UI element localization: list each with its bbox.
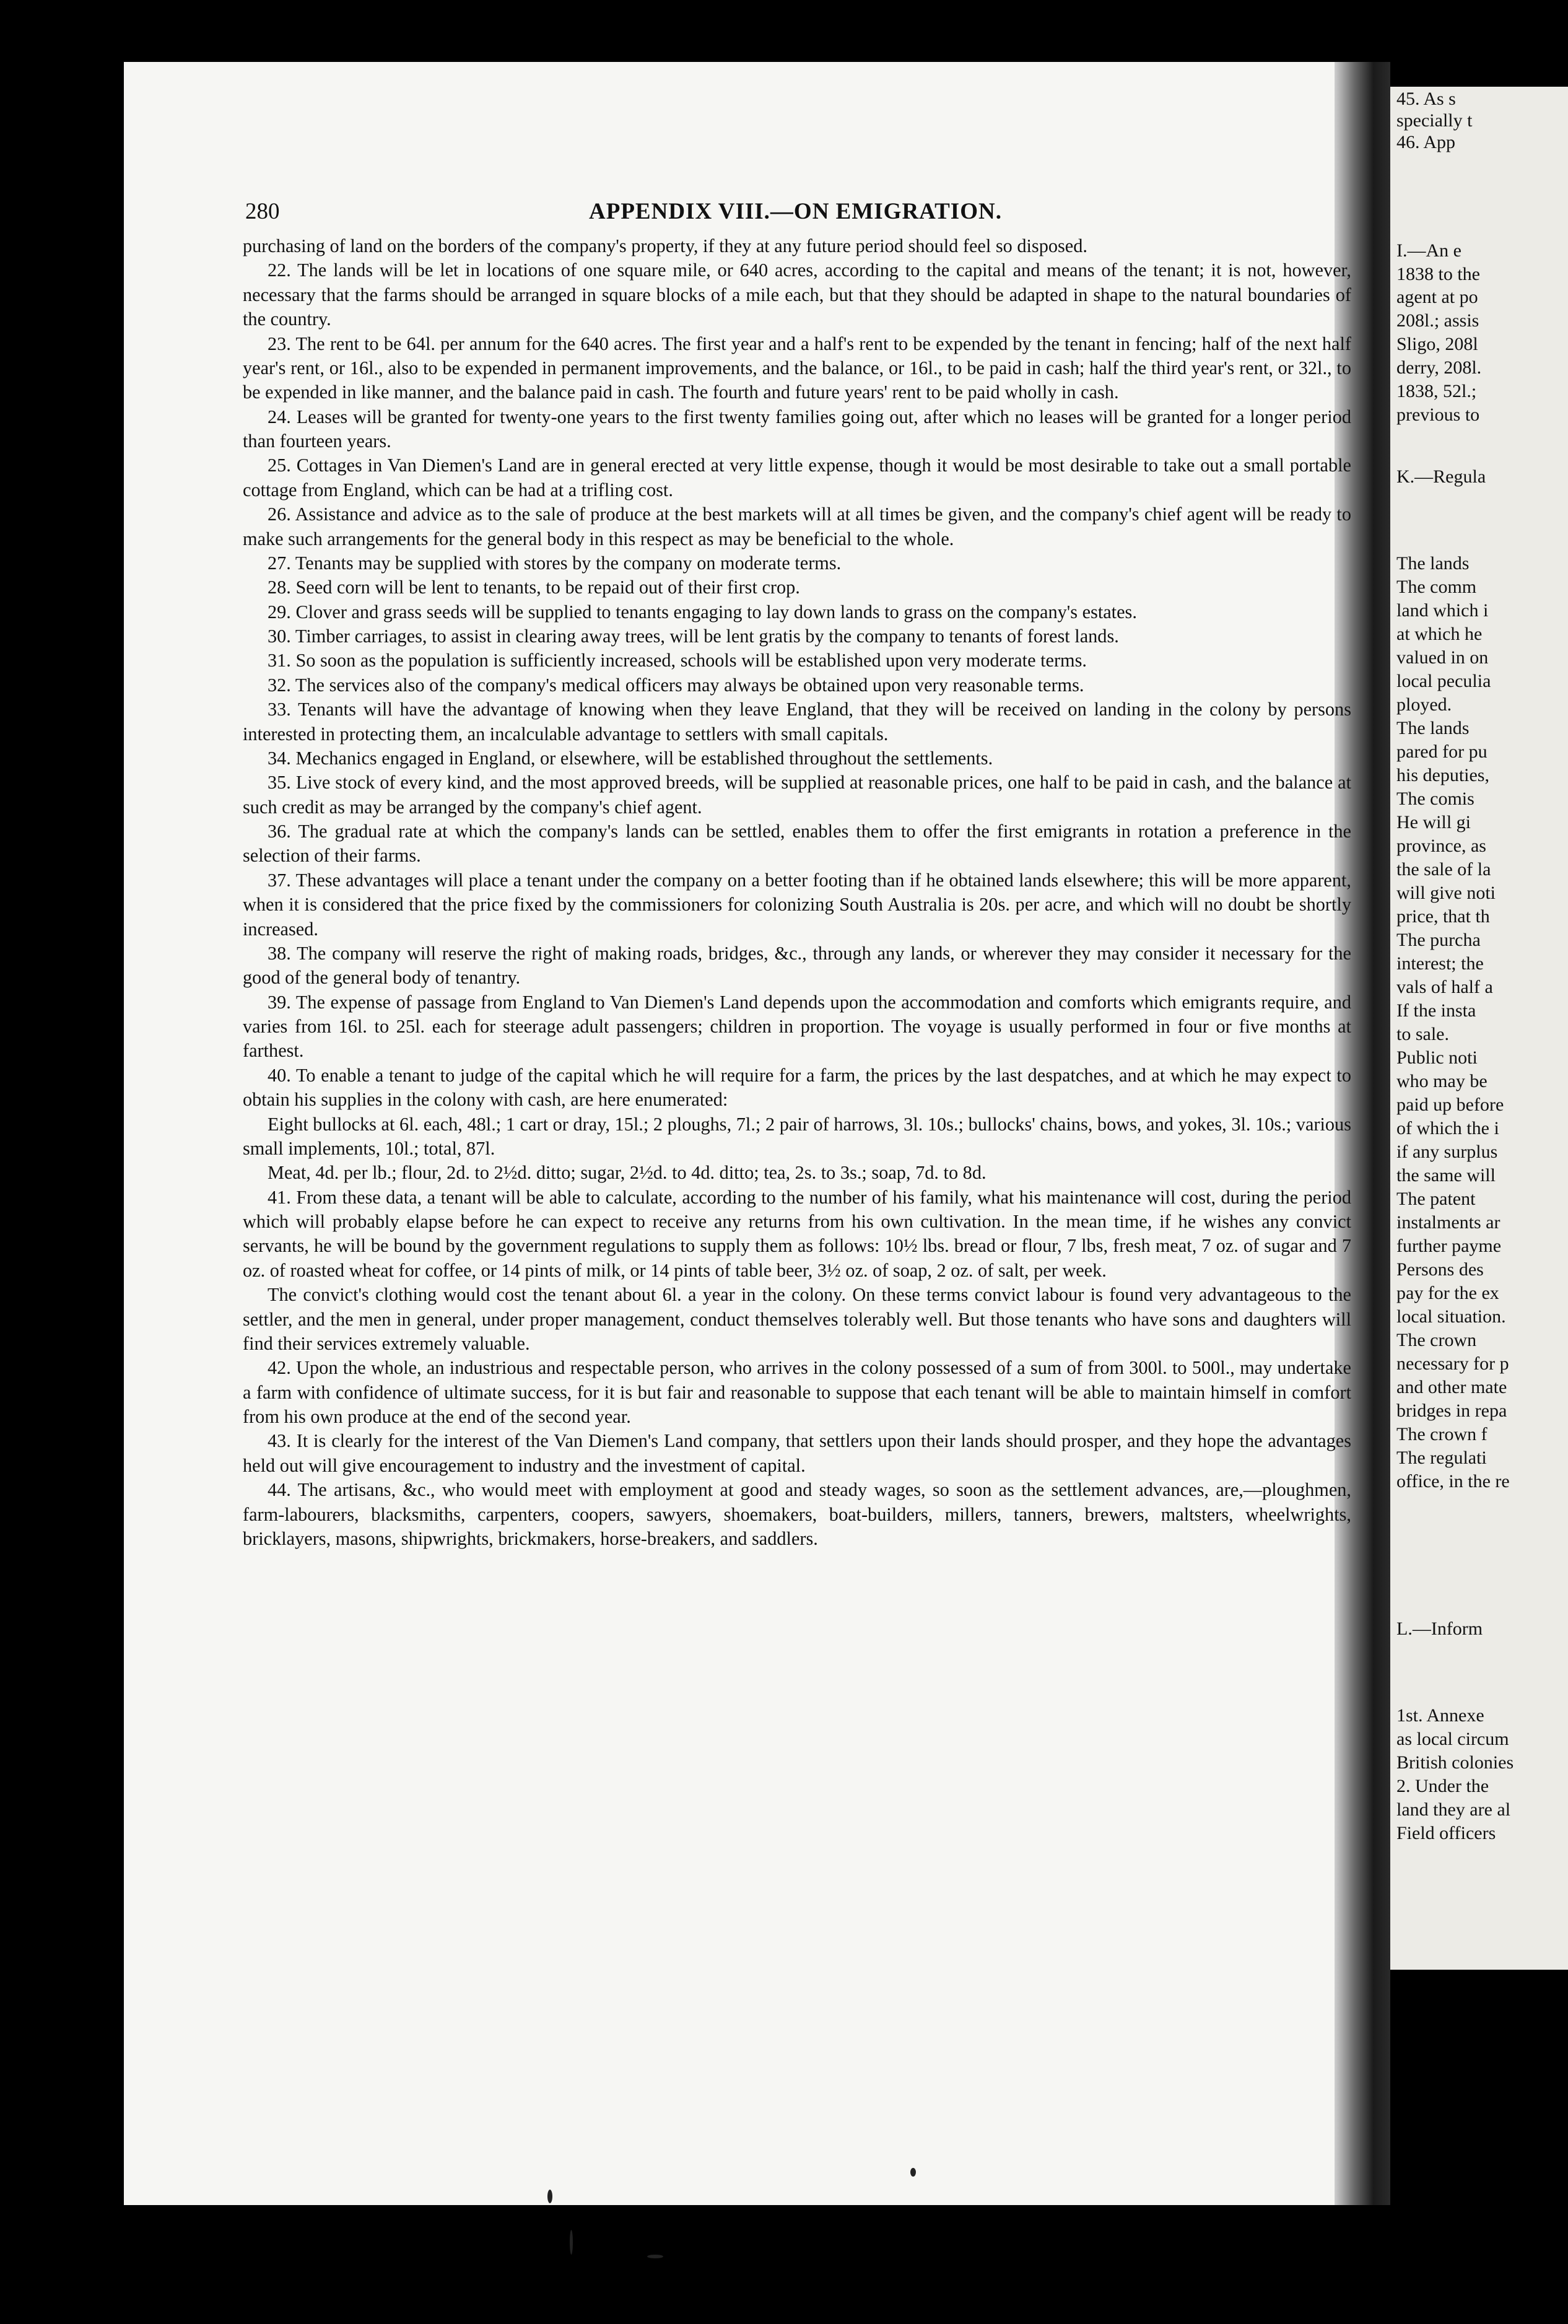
paragraph: 25. Cottages in Van Diemen's Land are in general erected at very little expense, though it would be most desirable to take out a small portable cottage from England, which can be had at a trifling cost. <box>243 455 1351 500</box>
right-page-line: The crown f <box>1396 1424 1487 1444</box>
paragraph: 26. Assistance and advice as to the sale of produce at the best markets will at all times be given, and the company's chief agent will be ready to make such arrangements for the general body in this respect as may be beneficial to the whole. <box>243 504 1351 549</box>
right-page-line: office, in the re <box>1396 1471 1510 1492</box>
paragraph: 36. The gradual rate at which the company's lands can be settled, enables them to offer the first emigrants in rotation a preference in the selection of their farms. <box>243 821 1351 867</box>
paragraph: 42. Upon the whole, an industrious and respectable person, who arrives in the colony possessed of a sum of from 300l. to 500l., may undertake a farm with confidence of ultimate success, for it is but fair and reasonable to suppose that each tenant will be able to maintain himself in comfort from his own produce at the end of the second year. <box>243 1357 1351 1427</box>
scan-speck <box>910 2168 916 2177</box>
right-page-line: valued in on <box>1396 647 1489 668</box>
right-page-line: He will gi <box>1396 812 1471 832</box>
paragraph: 37. These advantages will place a tenant under the company on a better footing than if he obtained lands elsewhere; this will be more apparent, when it is considered that the price fixed by the commissioners for colonizing South Australia is 20s. per acre, and which will no doubt be shortly increased. <box>243 869 1351 940</box>
right-page-line: The comm <box>1396 577 1477 597</box>
right-page-line: Sligo, 208l <box>1396 334 1478 354</box>
paragraph: Eight bullocks at 6l. each, 48l.; 1 cart or dray, 15l.; 2 ploughs, 7l.; 2 pair of harrows, 3l. 10s.; bullocks' chains, bows, and yokes, 3l. 10s.; various small implements, 10l.; total, 87l. <box>243 1113 1351 1159</box>
paragraph: 38. The company will reserve the right of making roads, bridges, &c., through any lands, or wherever they may consider it necessary for the good of the general body of tenantry. <box>243 942 1351 989</box>
paragraph: The convict's clothing would cost the tenant about 6l. a year in the colony. On these terms convict labour is found very advantageous to the settler, and the men in general, under proper management, conduct themselves tolerably well. But those tenants who have sons and daughters will find their services extremely valuable. <box>243 1284 1351 1354</box>
right-page-line: ployed. <box>1396 694 1452 715</box>
right-page-line: province, as <box>1396 836 1486 856</box>
scan-speck <box>647 2255 663 2258</box>
right-page-line: The comis <box>1396 788 1474 809</box>
right-page-line: land which i <box>1396 600 1489 621</box>
right-page-line: at which he <box>1396 624 1483 644</box>
paragraph: 23. The rent to be 64l. per annum for the 640 acres. The first year and a half's rent to be expended by the tenant in fencing; half of the next half year's rent, or 16l., also to be expended in permanent improvements, and the balance, or 16l., to be paid in cash; half the third year's rent, or 32l., to be expended in like manner, and the balance paid in cash. The fourth and future years' rent to be paid wholly in cash. <box>243 333 1351 403</box>
scan-speck <box>547 2190 552 2203</box>
paragraph: 40. To enable a tenant to judge of the capital which he will require for a farm, the prices by the last despatches, and at which he may expect to obtain his supplies in the colony with cash, are here enumerated: <box>243 1064 1351 1111</box>
right-page-line: will give noti <box>1396 883 1496 903</box>
right-page-line: 46. App <box>1396 132 1456 152</box>
right-page-line: price, that th <box>1396 906 1490 927</box>
right-page-line: interest; the <box>1396 953 1484 974</box>
right-page-line: If the insta <box>1396 1000 1476 1021</box>
paragraph: 27. Tenants may be supplied with stores by the company on moderate terms. <box>268 552 842 574</box>
running-head: APPENDIX VIII.—ON EMIGRATION. <box>589 199 1002 224</box>
right-page-line: L.—Inform <box>1396 1618 1483 1639</box>
right-page-text <box>1396 87 1568 1970</box>
right-page-line: if any surplus <box>1396 1142 1498 1162</box>
right-page-line: specially t <box>1396 110 1473 131</box>
right-page-line: his deputies, <box>1396 765 1489 785</box>
right-page-line: 2. Under the <box>1396 1776 1489 1796</box>
paragraph: purchasing of land on the borders of the company's property, if they at any future period should feel so disposed. <box>243 235 1087 256</box>
right-page-line: local situation. <box>1396 1306 1506 1327</box>
paragraph: Meat, 4d. per lb.; flour, 2d. to 2½d. ditto; sugar, 2½d. to 4d. ditto; tea, 2s. to 3s.; soap, 7d. to 8d. <box>268 1162 987 1184</box>
paragraph: 39. The expense of passage from England to Van Diemen's Land depends upon the accommodation and comforts which emigrants require, and varies from 16l. to 25l. each for steerage adult passengers; children in proportion. The voyage is usually performed in four or five months at farthest. <box>243 991 1351 1062</box>
right-page-line: as local circum <box>1396 1729 1509 1749</box>
right-page-line: who may be <box>1396 1071 1487 1091</box>
page-header <box>245 198 1348 229</box>
right-page-line: the sale of la <box>1396 859 1491 880</box>
paragraph: 30. Timber carriages, to assist in clearing away trees, will be lent gratis by the company to tenants of forest lands. <box>268 626 1119 647</box>
paragraph: 43. It is clearly for the interest of the Van Diemen's Land company, that settlers upon their lands should prosper, and they hope the advantages held out will give encouragement to industry and the investment of capital. <box>243 1430 1351 1476</box>
paragraph: 29. Clover and grass seeds will be supplied to tenants engaging to lay down lands to grass on the company's estates. <box>268 601 1137 622</box>
right-page-line: The lands <box>1396 553 1470 574</box>
right-page-line: The purcha <box>1396 930 1481 950</box>
right-page-line: agent at po <box>1396 287 1478 307</box>
right-page-line: to sale. <box>1396 1024 1449 1044</box>
right-page-line: of which the i <box>1396 1118 1499 1138</box>
right-page-line: previous to <box>1396 404 1480 425</box>
paragraph: 24. Leases will be granted for twenty-one years to the first twenty families going out, after which no leases will be granted for a longer period than fourteen years. <box>243 406 1351 452</box>
right-page-line: I.—An e <box>1396 240 1461 261</box>
right-page-line: derry, 208l. <box>1396 357 1482 378</box>
right-page-line: Public noti <box>1396 1047 1478 1068</box>
paragraph: 35. Live stock of every kind, and the most approved breeds, will be supplied at reasonable prices, one half to be paid in cash, and the balance at such credit as may be arranged by the company's chief agent. <box>243 772 1351 818</box>
right-page-line: 1st. Annexe <box>1396 1705 1484 1726</box>
paragraph: 41. From these data, a tenant will be able to calculate, according to the number of his family, what his maintenance will cost, during the period which will probably elapse before he can expect to receive any returns from his own cultivation. In the mean time, if he wishes any convict servants, he will be bound by the government regulations to supply them as follows: 10½ lbs. bread or flour, 7 lbs, fresh meat, 7 oz. of sugar and 7 oz. of roasted wheat for coffee, or 14 pints of milk, or 14 pints of table beer, 3½ oz. of soap, 2 oz. of salt, per week. <box>243 1186 1351 1281</box>
right-page-line: 1838, 52l.; <box>1396 381 1477 401</box>
right-page-line: bridges in repa <box>1396 1400 1507 1421</box>
right-page-line: 208l.; assis <box>1396 310 1479 331</box>
scan-speck <box>570 2230 573 2255</box>
right-page-line: The crown <box>1396 1330 1477 1350</box>
right-page-line: local peculia <box>1396 671 1491 691</box>
paragraph: 34. Mechanics engaged in England, or elsewhere, will be established throughout the settlements. <box>268 747 993 769</box>
right-page-line: British colonies <box>1396 1752 1514 1773</box>
body-text <box>243 234 1351 1981</box>
right-page-line: further payme <box>1396 1236 1502 1256</box>
right-page-fragment <box>1390 87 1568 1970</box>
right-page-line: The lands <box>1396 718 1470 738</box>
right-page-line: K.—Regula <box>1396 466 1486 487</box>
right-page-line: land they are al <box>1396 1799 1511 1820</box>
paragraph: 22. The lands will be let in locations of one square mile, or 640 acres, according to the capital and means of the tenant; it is not, however, necessary that the farms should be arranged in square blocks of a mile each, but that they should be adapted in shape to the natural boundaries of the country. <box>243 260 1351 330</box>
right-page-line: The regulati <box>1396 1448 1487 1468</box>
right-page-line: necessary for p <box>1396 1353 1509 1374</box>
right-page-line: instalments ar <box>1396 1212 1500 1233</box>
right-page-line: pay for the ex <box>1396 1283 1499 1303</box>
right-page-line: paid up before <box>1396 1094 1504 1115</box>
right-page-line: Persons des <box>1396 1259 1484 1280</box>
right-page-line: vals of half a <box>1396 977 1493 997</box>
paragraph: 28. Seed corn will be lent to tenants, to be repaid out of their first crop. <box>268 577 800 598</box>
right-page-line: The patent <box>1396 1189 1476 1209</box>
paragraph: 33. Tenants will have the advantage of knowing when they leave England, that they will be received on landing in the colony by persons interested in protecting them, an incalculable advantage to settlers with small capitals. <box>243 699 1351 745</box>
right-page-line: pared for pu <box>1396 741 1487 762</box>
right-page-line: 45. As s <box>1396 89 1456 109</box>
right-page-line: the same will <box>1396 1165 1496 1186</box>
right-page-line: and other mate <box>1396 1377 1507 1397</box>
page-number: 280 <box>245 199 280 224</box>
paragraph: 44. The artisans, &c., who would meet with employment at good and steady wages, so soon as the settlement advances, are,—ploughmen, farm-labourers, blacksmiths, carpenters, coopers, sawyers, shoemakers, boat-builders, millers, tanners, brewers, maltsters, wheelwrights, bricklayers, masons, shipwrights, brickmakers, horse-breakers, and saddlers. <box>243 1479 1351 1549</box>
right-page-line: 1838 to the <box>1396 264 1480 284</box>
paragraph: 31. So soon as the population is sufficiently increased, schools will be established upon very moderate terms. <box>268 650 1087 671</box>
right-page-line: Field officers <box>1396 1823 1496 1843</box>
paragraph: 32. The services also of the company's medical officers may always be obtained upon very reasonable terms. <box>268 674 1084 696</box>
